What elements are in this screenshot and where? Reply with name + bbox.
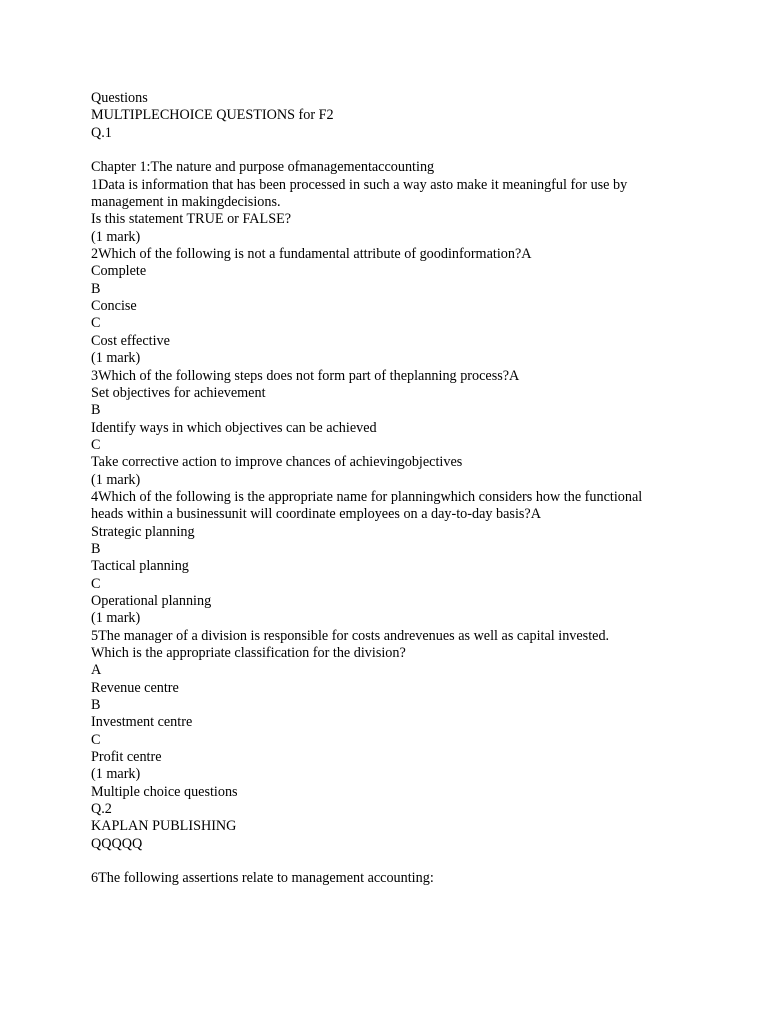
document-line: 3Which of the following steps does not form part of theplanning process?A <box>91 367 520 384</box>
document-line: Cost effective <box>91 332 170 349</box>
document-line: (1 mark) <box>91 766 141 783</box>
blank-line <box>91 142 711 159</box>
document-line: (1 mark) <box>91 350 141 367</box>
document-line: (1 mark) <box>91 228 141 245</box>
document-line: B <box>91 280 101 297</box>
document-line: Questions <box>91 90 148 106</box>
document-line: C <box>91 731 101 748</box>
document-line: (1 mark) <box>91 610 141 627</box>
document-line: Identify ways in which objectives can be achieved <box>91 419 377 436</box>
document-line: 5The manager of a division is responsible for costs andrevenues as well as capital invested. <box>91 627 610 644</box>
document-line: MULTIPLECHOICE QUESTIONS for F2 <box>91 107 334 124</box>
document-line: B <box>91 540 101 557</box>
document-line: A <box>91 662 102 679</box>
blank-line <box>91 853 711 870</box>
document-text-body <box>91 90 711 888</box>
document-line: Complete <box>91 263 147 280</box>
document-line: 6The following assertions relate to management accounting: <box>91 870 434 887</box>
document-line: Q.1 <box>91 124 112 141</box>
document-line: 4Which of the following is the appropriate name for planningwhich considers how the functional <box>91 488 643 505</box>
document-line: C <box>91 575 101 592</box>
document-line: Profit centre <box>91 749 162 766</box>
document-line: 1Data is information that has been processed in such a way asto make it meaningful for use by <box>91 176 628 193</box>
document-line: B <box>91 402 101 419</box>
document-line: Is this statement TRUE or FALSE? <box>91 211 292 228</box>
document-line: Which is the appropriate classification for the division? <box>91 645 406 661</box>
document-line: B <box>91 697 101 714</box>
document-line: management in makingdecisions. <box>91 194 281 211</box>
document-line: Q.2 <box>91 801 112 818</box>
document-line: QQQQQ <box>91 835 143 852</box>
document-line: Investment centre <box>91 714 193 731</box>
document-line: Revenue centre <box>91 679 179 696</box>
document-line: Concise <box>91 298 137 315</box>
document-line: Take corrective action to improve chances of achievingobjectives <box>91 454 463 471</box>
document-line: heads within a businessunit will coordinate employees on a day-to-day basis?A <box>91 506 541 523</box>
document-line: C <box>91 436 101 453</box>
document-line: Operational planning <box>91 592 212 609</box>
document-line: Multiple choice questions <box>91 783 238 800</box>
document-line: 2Which of the following is not a fundamental attribute of goodinformation?A <box>91 246 532 263</box>
document-line: Set objectives for achievement <box>91 384 266 401</box>
document-line: C <box>91 315 101 332</box>
document-line: (1 mark) <box>91 471 141 488</box>
document-line: Strategic planning <box>91 523 195 540</box>
document-line: KAPLAN PUBLISHING <box>91 818 237 835</box>
document-line: Chapter 1:The nature and purpose ofmanagementaccounting <box>91 159 435 176</box>
document-line: Tactical planning <box>91 558 189 575</box>
